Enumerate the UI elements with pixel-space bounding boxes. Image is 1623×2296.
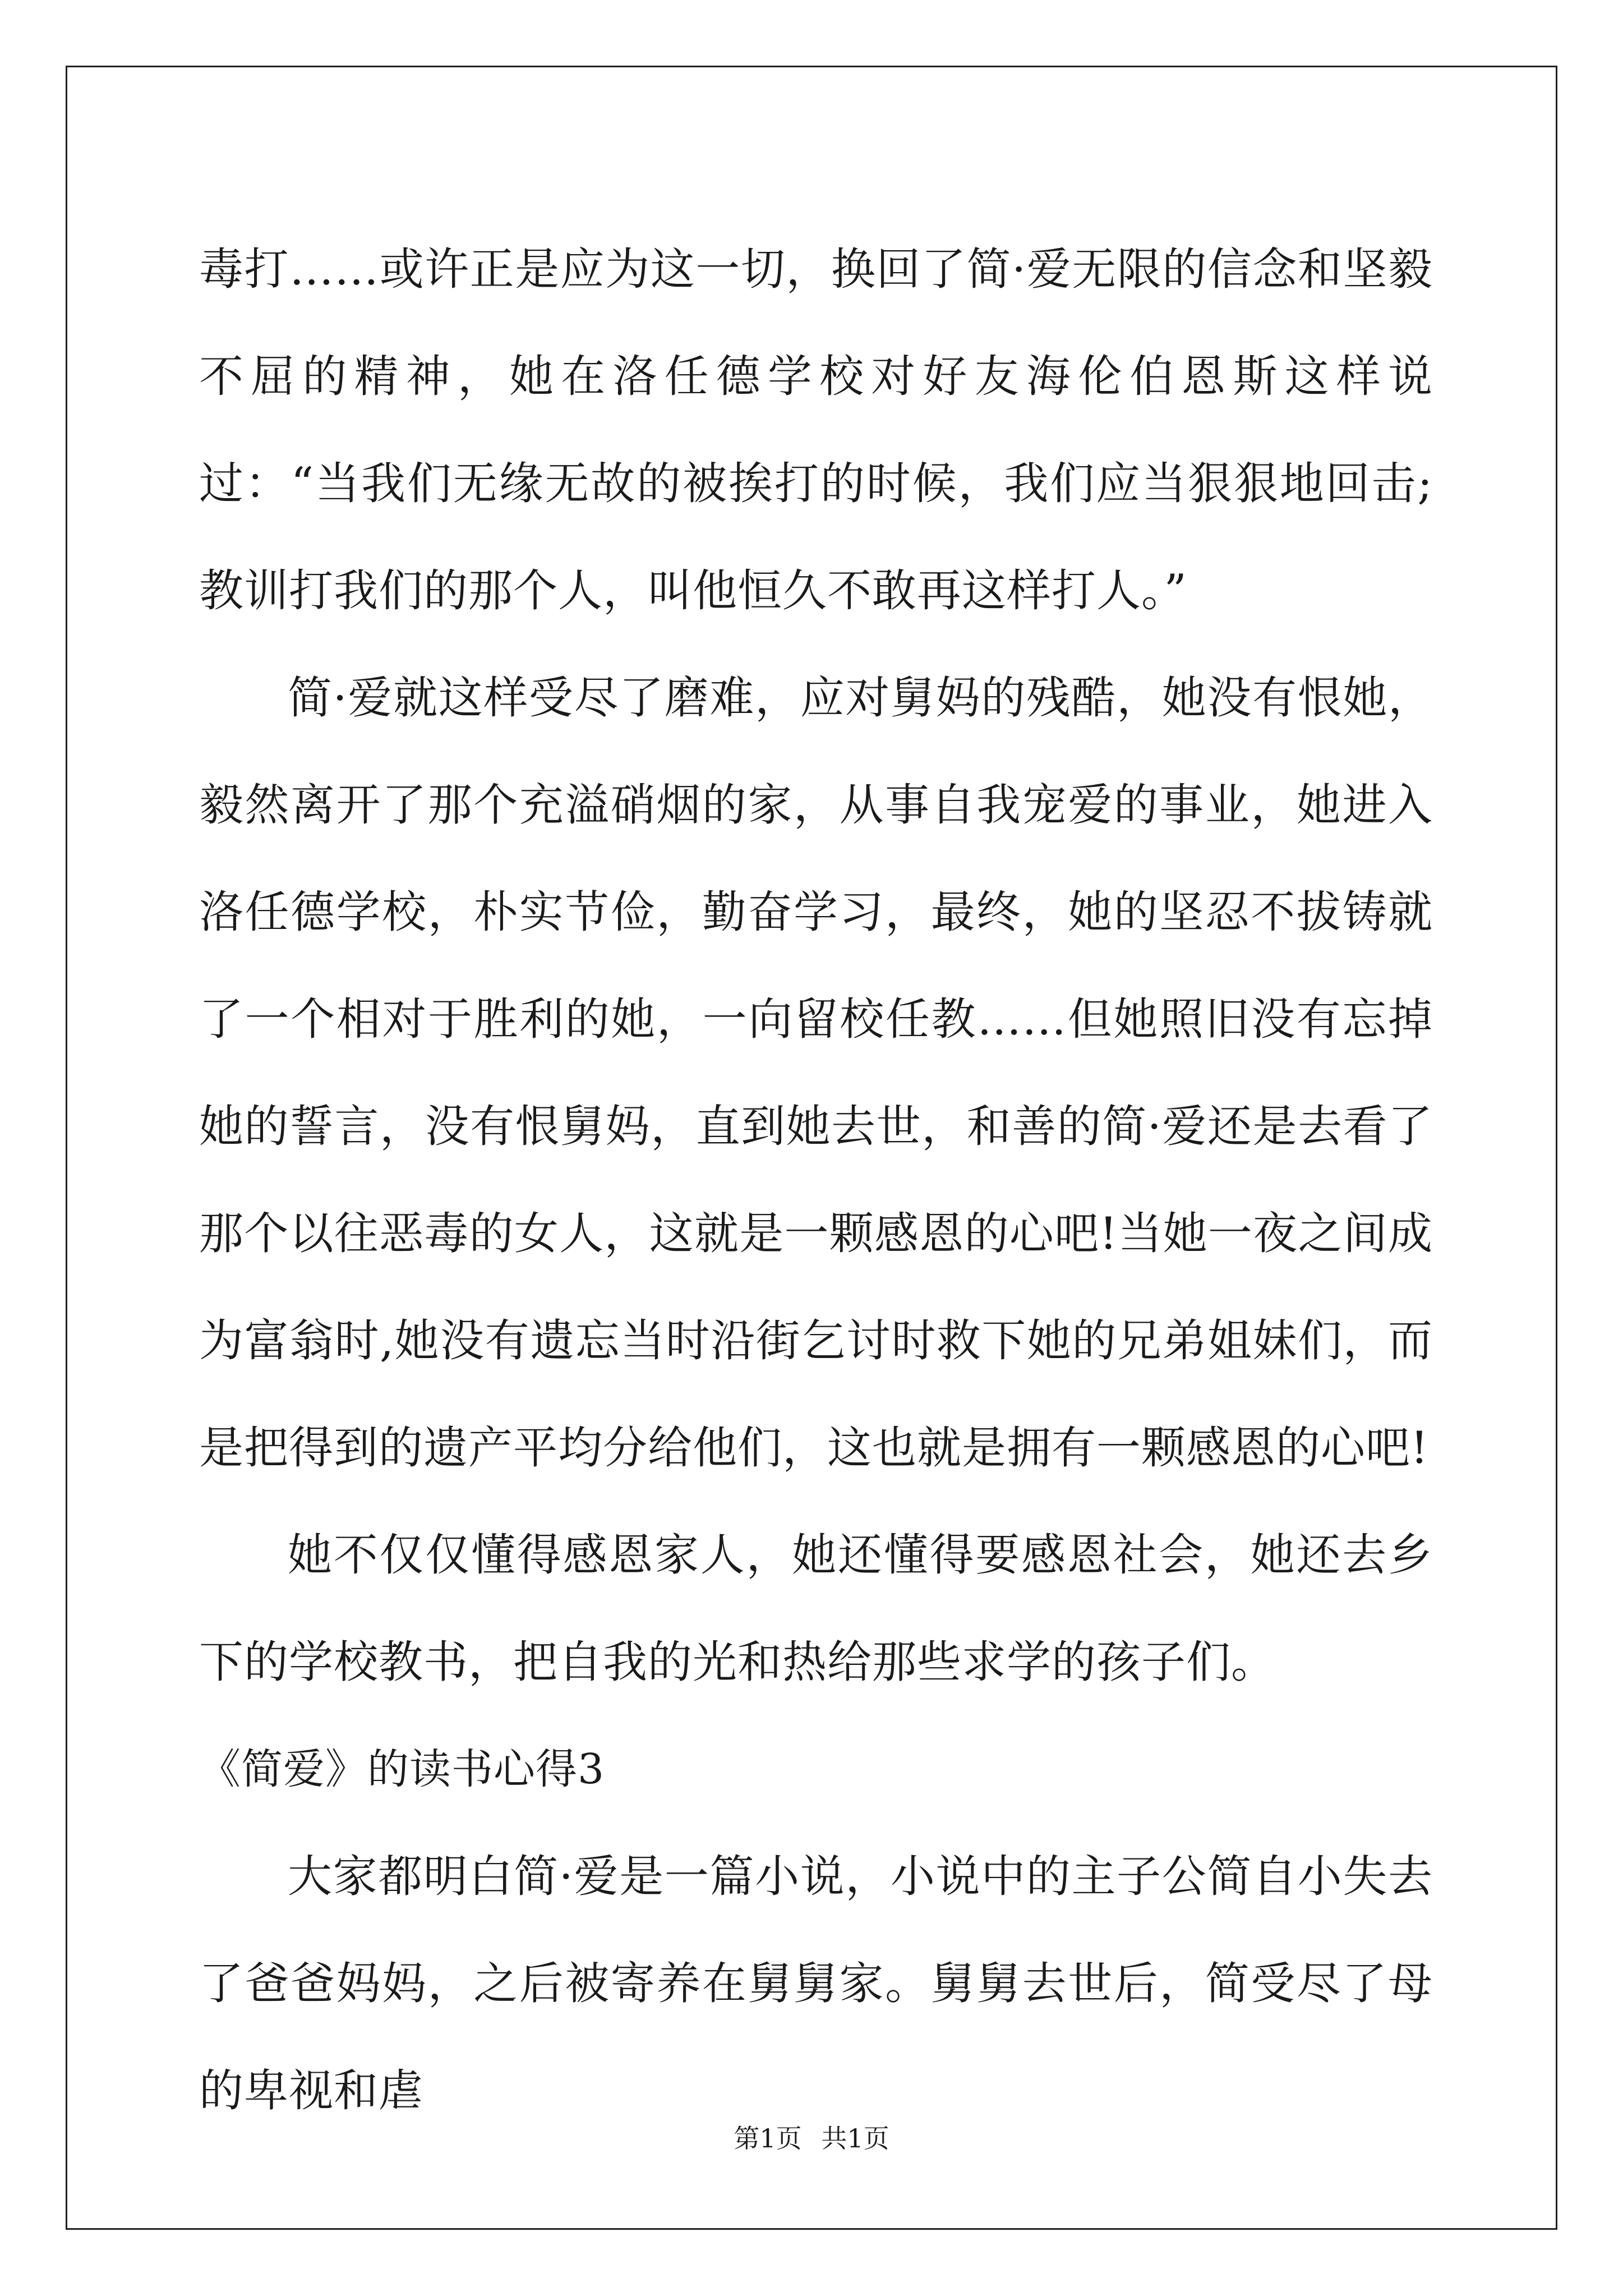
section-heading: 《简爱》的读书心得3 bbox=[199, 1745, 605, 1793]
page-number: 第1页 bbox=[734, 2123, 802, 2154]
page-footer bbox=[0, 2122, 1623, 2155]
paragraph-novel-intro: 大家都明白简·爱是一篇小说，小说中的主子公简自小失去了爸爸妈妈，之后被寄养在舅舅家。舅舅去世后，简受尽了母的卑视和虐 bbox=[199, 1851, 1433, 2116]
paragraph-gratitude-society: 她不仅仅懂得感恩家人，她还懂得要感恩社会，她还去乡下的学校教书，把自我的光和热给那些求学的孩子们。 bbox=[199, 1529, 1433, 1688]
document-body bbox=[199, 216, 1433, 2145]
page-total: 共1页 bbox=[821, 2123, 889, 2154]
paragraph-jane-hardship: 简·爱就这样受尽了磨难，应对舅妈的残酷，她没有恨她，毅然离开了那个充溢硝烟的家，从事自我宠爱的事业，她进入洛任德学校，朴实节俭，勤奋学习，最终，她的坚忍不拔铸就了一个相对于胜利的她，一向留校任教……但她照旧没有忘掉她的誓言，没有恨舅妈，直到她去世，和善的简·爱还是去看了那个以往恶毒的女人，这就是一颗感恩的心吧!当她一夜之间成为富翁时,她没有遗忘当时沿街乞讨时救下她的兄弟姐妹们，而是把得到的遗产平均分给他们，这也就是拥有一颗感恩的心吧! bbox=[199, 672, 1433, 1474]
paragraph-continuation: 毒打……或许正是应为这一切，换回了简·爱无限的信念和坚毅不屈的精神，她在洛任德学校对好友海伦伯恩斯这样说过：“当我们无缘无故的被挨打的时候，我们应当狠狠地回击;教训打我们的那个人，叫他恒久不敢再这样打人。” bbox=[199, 243, 1433, 616]
